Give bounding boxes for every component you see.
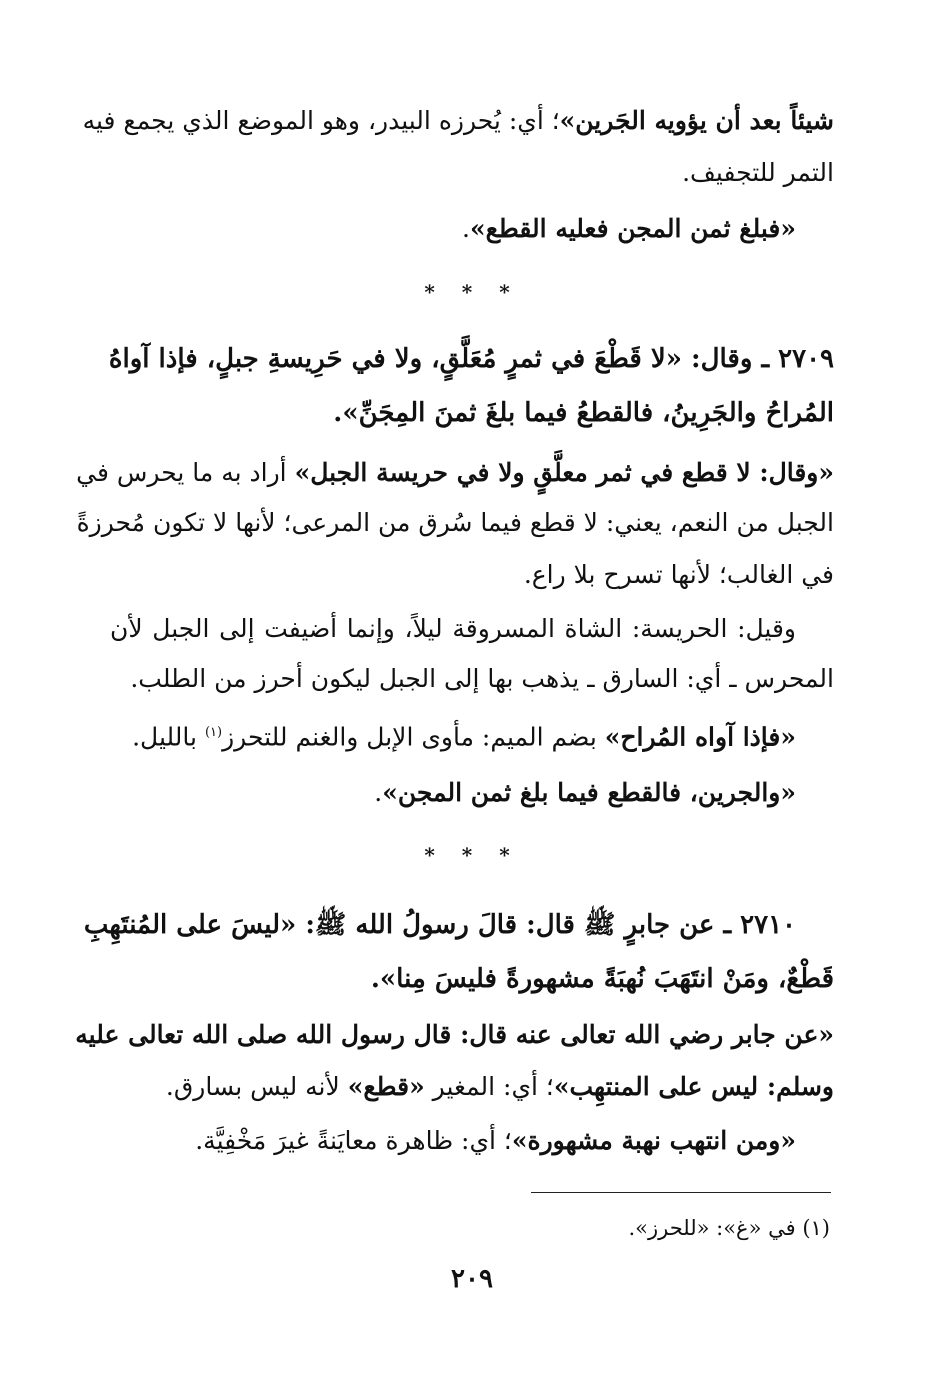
commentary-text: بالليل. <box>132 722 205 752</box>
paragraph-line <box>82 104 834 138</box>
hadith-text: ٢٧١٠ ـ عن جابرٍ ﷺ قال: قالَ رسولُ الله ﷺ: «ليسَ على المُنتَهِبِ <box>83 910 796 940</box>
commentary-text: ؛ أي: المغير <box>424 1072 554 1101</box>
commentary-text: . <box>462 214 470 243</box>
bold-quote: «والجرين، فالقطع فيما بلغ ثمن المجن» <box>382 778 796 807</box>
paragraph-line: الجبل من النعم، يعني: لا قطع فيما سُرق من المرعى؛ لأنها لا تكون مُحرزةً <box>76 508 834 537</box>
section-divider: * * * <box>424 843 520 867</box>
page-number: ٢٠٩ <box>451 1264 493 1294</box>
footnote: (١) في «غ»: «للحرز». <box>628 1216 830 1240</box>
footnote-separator <box>531 1192 831 1193</box>
section-divider: * * * <box>424 280 520 304</box>
bold-quote: وسلم: ليس على المنتهِب» <box>553 1072 834 1101</box>
paragraph-line <box>76 456 834 490</box>
paragraph-line <box>110 1070 834 1104</box>
paragraph-line: المحرس ـ أي: السارق ـ يذهب بها إلى الجبل ليكون أحرز من الطلب. <box>130 664 834 693</box>
commentary-text: ؛ أي: ظاهرة معايَنةً غيرَ مَخْفِيَّة. <box>195 1126 512 1155</box>
commentary-text: ؛ أي: يُحرزه البيدر، وهو الموضع الذي يجمع فيه <box>82 106 560 135</box>
commentary-text: بضم الميم: مأوى الإبل والغنم للتحرز <box>222 722 605 752</box>
paragraph-line <box>110 156 834 190</box>
paragraph-line <box>110 716 834 754</box>
paragraph-line <box>110 1124 834 1158</box>
bold-quote: «فبلغ ثمن المجن فعليه القطع» <box>469 214 796 243</box>
paragraph-line: وقيل: الحريسة: الشاة المسروقة ليلاً، وإنما أضيفت إلى الجبل لأن <box>110 614 796 643</box>
hadith-text: قَطْعٌ، ومَنْ انتَهَبَ نُهبَةً مشهورةً فليسَ مِنا». <box>370 964 834 994</box>
commentary-text: . <box>374 778 383 807</box>
bold-quote: شيئاً بعد أن يؤويه الجَرين» <box>559 106 834 135</box>
commentary-text: التمر للتجفيف. <box>682 158 834 187</box>
commentary-text: لأنه ليس بسارق. <box>165 1072 348 1101</box>
hadith-text: ٢٧٠٩ ـ وقال: «لا قَطْعَ في ثمرٍ مُعَلَّقٍ، ولا في حَرِيسةِ جبلٍ، فإذا آواهُ <box>108 344 834 374</box>
paragraph-line <box>110 212 834 246</box>
bold-quote: «وقال: لا قطع في ثمر معلَّقٍ ولا في حريسة الجبل» <box>294 458 834 487</box>
footnote-reference[interactable]: (١) <box>204 725 223 740</box>
paragraph-line: «عن جابر رضي الله تعالى عنه قال: قال رسول الله صلى الله تعالى عليه <box>75 1020 834 1049</box>
hadith-text: المُراحُ والجَرِينُ، فالقطعُ فيما بلغَ ثمنَ المِجَنِّ». <box>333 398 834 428</box>
paragraph-line <box>110 776 834 810</box>
paragraph-line: في الغالب؛ لأنها تسرح بلا راع. <box>523 560 834 589</box>
bold-quote: «فإذا آواه المُراح» <box>604 722 796 752</box>
commentary-text: أراد به ما يحرس في <box>76 458 295 487</box>
bold-quote: «ومن انتهب نهبة مشهورة» <box>511 1126 796 1155</box>
bold-quote: «قطع» <box>347 1072 425 1101</box>
